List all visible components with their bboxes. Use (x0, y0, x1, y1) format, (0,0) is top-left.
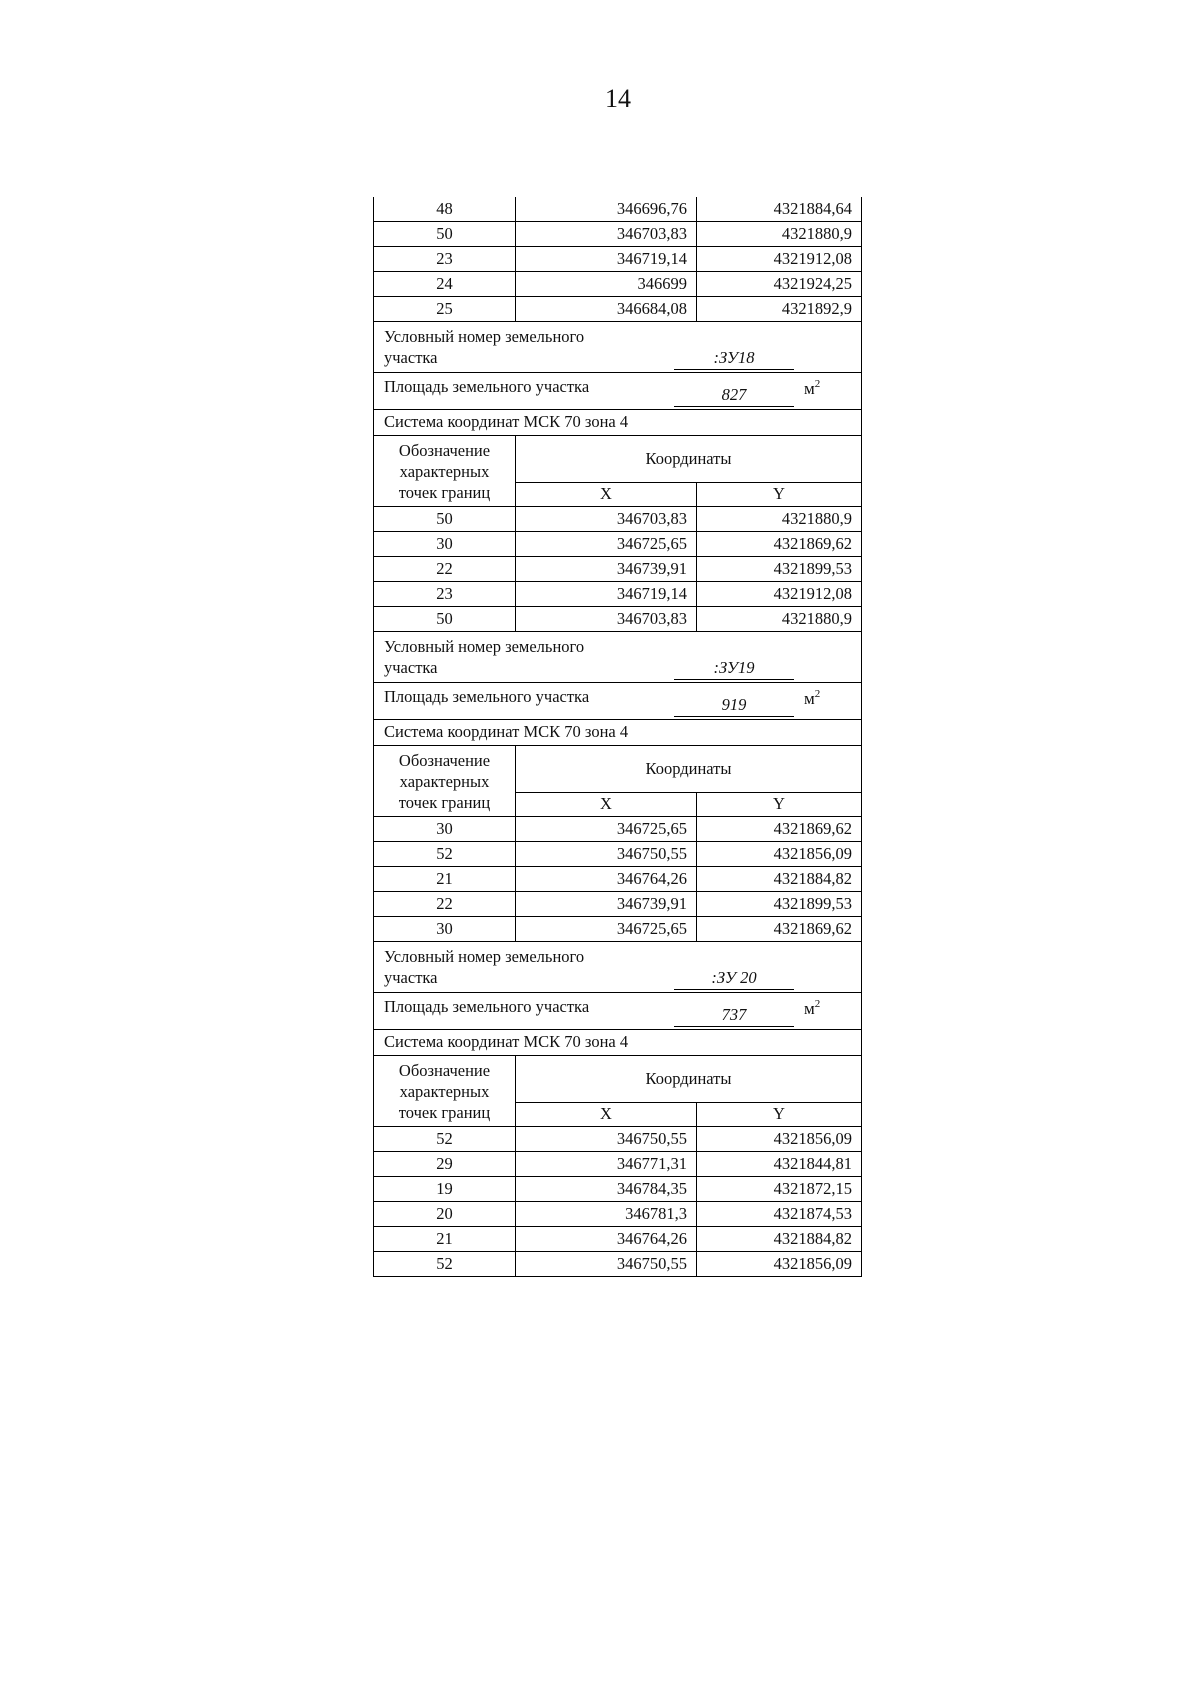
point-number-cell: 50 (374, 607, 516, 632)
area-unit-symbol: м (804, 379, 815, 398)
y-coordinate-cell: 4321869,62 (697, 817, 862, 842)
point-number-cell: 25 (374, 297, 516, 322)
point-number-cell: 30 (374, 917, 516, 942)
point-number-cell: 19 (374, 1177, 516, 1202)
conditional-number-cell (374, 942, 862, 993)
x-coordinate-cell: 346719,14 (516, 247, 697, 272)
table-row (374, 582, 862, 607)
table-row (374, 1177, 862, 1202)
x-coordinate-cell: 346764,26 (516, 1227, 697, 1252)
table-row (374, 817, 862, 842)
x-coordinate-cell: 346703,83 (516, 607, 697, 632)
coordinates-header: Координаты (516, 1056, 862, 1103)
designation-header: Обозначение характерных точек границ (374, 436, 516, 507)
table-row (374, 532, 862, 557)
table-row (374, 222, 862, 247)
coord-system-label: Система координат МСК 70 зона 4 (374, 1030, 862, 1056)
x-coordinate-cell: 346750,55 (516, 842, 697, 867)
table-row (374, 867, 862, 892)
x-header: X (516, 793, 697, 817)
conditional-number-cell (374, 632, 862, 683)
x-coordinate-cell: 346764,26 (516, 867, 697, 892)
table-row (374, 272, 862, 297)
x-coordinate-cell: 346725,65 (516, 817, 697, 842)
y-header: Y (697, 1103, 862, 1127)
table-row (374, 1252, 862, 1277)
point-number-cell: 30 (374, 817, 516, 842)
point-number-cell: 30 (374, 532, 516, 557)
point-number-cell: 52 (374, 842, 516, 867)
x-coordinate-cell: 346703,83 (516, 222, 697, 247)
table-row (374, 1127, 862, 1152)
area-unit (804, 689, 820, 707)
point-number-cell: 23 (374, 582, 516, 607)
coord-system-row (374, 720, 862, 746)
table-row (374, 892, 862, 917)
area-unit-power: 2 (814, 378, 821, 390)
point-number-cell: 52 (374, 1127, 516, 1152)
table-row (374, 1202, 862, 1227)
page-number: 14 (605, 84, 631, 113)
x-coordinate-cell: 346771,31 (516, 1152, 697, 1177)
area-row (374, 993, 862, 1030)
area-unit-symbol: м (804, 999, 815, 1018)
area-value: 827 (674, 387, 794, 407)
table-row (374, 1152, 862, 1177)
table-row (374, 297, 862, 322)
x-coordinate-cell: 346696,76 (516, 197, 697, 222)
header-row (374, 1056, 862, 1103)
y-coordinate-cell: 4321912,08 (697, 582, 862, 607)
y-coordinate-cell: 4321844,81 (697, 1152, 862, 1177)
y-coordinate-cell: 4321869,62 (697, 532, 862, 557)
conditional-number-label: Условный номер земельного участка (384, 947, 585, 987)
header-row (374, 436, 862, 483)
conditional-number-row (374, 942, 862, 993)
y-header: Y (697, 793, 862, 817)
x-coordinate-cell: 346684,08 (516, 297, 697, 322)
area-cell (374, 993, 862, 1030)
y-coordinate-cell: 4321856,09 (697, 1127, 862, 1152)
conditional-number-cell (374, 322, 862, 373)
y-coordinate-cell: 4321872,15 (697, 1177, 862, 1202)
y-coordinate-cell: 4321884,82 (697, 1227, 862, 1252)
y-header: Y (697, 483, 862, 507)
point-number-cell: 50 (374, 222, 516, 247)
x-coordinate-cell: 346750,55 (516, 1127, 697, 1152)
point-number-cell: 22 (374, 892, 516, 917)
point-number-cell: 20 (374, 1202, 516, 1227)
y-coordinate-cell: 4321874,53 (697, 1202, 862, 1227)
coord-system-row (374, 410, 862, 436)
x-coordinate-cell: 346703,83 (516, 507, 697, 532)
x-coordinate-cell: 346750,55 (516, 1252, 697, 1277)
conditional-number-label: Условный номер земельного участка (384, 327, 585, 367)
x-coordinate-cell: 346725,65 (516, 917, 697, 942)
table-row (374, 507, 862, 532)
y-coordinate-cell: 4321884,82 (697, 867, 862, 892)
point-number-cell: 23 (374, 247, 516, 272)
area-value: 919 (674, 697, 794, 717)
table-row (374, 842, 862, 867)
y-coordinate-cell: 4321912,08 (697, 247, 862, 272)
y-coordinate-cell: 4321899,53 (697, 892, 862, 917)
conditional-number-value: :ЗУ18 (674, 350, 794, 370)
point-number-cell: 50 (374, 507, 516, 532)
designation-header: Обозначение характерных точек границ (374, 746, 516, 817)
x-coordinate-cell: 346725,65 (516, 532, 697, 557)
area-label: Площадь земельного участка (384, 687, 590, 706)
table-row (374, 1227, 862, 1252)
point-number-cell: 24 (374, 272, 516, 297)
table-row (374, 197, 862, 222)
x-coordinate-cell: 346784,35 (516, 1177, 697, 1202)
area-unit-power: 2 (814, 998, 821, 1010)
table-row (374, 557, 862, 582)
table-row (374, 247, 862, 272)
coordinates-document (373, 197, 861, 1277)
x-header: X (516, 1103, 697, 1127)
area-label: Площадь земельного участка (384, 997, 590, 1016)
area-cell (374, 683, 862, 720)
y-coordinate-cell: 4321884,64 (697, 197, 862, 222)
x-coordinate-cell: 346739,91 (516, 557, 697, 582)
table-row (374, 607, 862, 632)
conditional-number-label: Условный номер земельного участка (384, 637, 585, 677)
header-row (374, 746, 862, 793)
y-coordinate-cell: 4321880,9 (697, 222, 862, 247)
coord-system-label: Система координат МСК 70 зона 4 (374, 720, 862, 746)
area-value: 737 (674, 1007, 794, 1027)
area-unit-symbol: м (804, 689, 815, 708)
y-coordinate-cell: 4321856,09 (697, 1252, 862, 1277)
point-number-cell: 21 (374, 1227, 516, 1252)
conditional-number-row (374, 632, 862, 683)
coordinates-table (373, 197, 862, 1277)
coord-system-label: Система координат МСК 70 зона 4 (374, 410, 862, 436)
point-number-cell: 22 (374, 557, 516, 582)
coordinates-header: Координаты (516, 436, 862, 483)
y-coordinate-cell: 4321880,9 (697, 507, 862, 532)
area-unit (804, 379, 820, 397)
x-coordinate-cell: 346699 (516, 272, 697, 297)
area-row (374, 373, 862, 410)
point-number-cell: 52 (374, 1252, 516, 1277)
y-coordinate-cell: 4321924,25 (697, 272, 862, 297)
conditional-number-value: :ЗУ 20 (674, 970, 794, 990)
x-header: X (516, 483, 697, 507)
y-coordinate-cell: 4321869,62 (697, 917, 862, 942)
x-coordinate-cell: 346739,91 (516, 892, 697, 917)
area-unit-power: 2 (814, 688, 821, 700)
table-row (374, 917, 862, 942)
y-coordinate-cell: 4321880,9 (697, 607, 862, 632)
y-coordinate-cell: 4321856,09 (697, 842, 862, 867)
area-label: Площадь земельного участка (384, 377, 590, 396)
conditional-number-row (374, 322, 862, 373)
point-number-cell: 29 (374, 1152, 516, 1177)
area-unit (804, 999, 820, 1017)
x-coordinate-cell: 346781,3 (516, 1202, 697, 1227)
area-row (374, 683, 862, 720)
x-coordinate-cell: 346719,14 (516, 582, 697, 607)
coordinates-header: Координаты (516, 746, 862, 793)
point-number-cell: 21 (374, 867, 516, 892)
designation-header: Обозначение характерных точек границ (374, 1056, 516, 1127)
y-coordinate-cell: 4321899,53 (697, 557, 862, 582)
point-number-cell: 48 (374, 197, 516, 222)
conditional-number-value: :ЗУ19 (674, 660, 794, 680)
coord-system-row (374, 1030, 862, 1056)
y-coordinate-cell: 4321892,9 (697, 297, 862, 322)
area-cell (374, 373, 862, 410)
